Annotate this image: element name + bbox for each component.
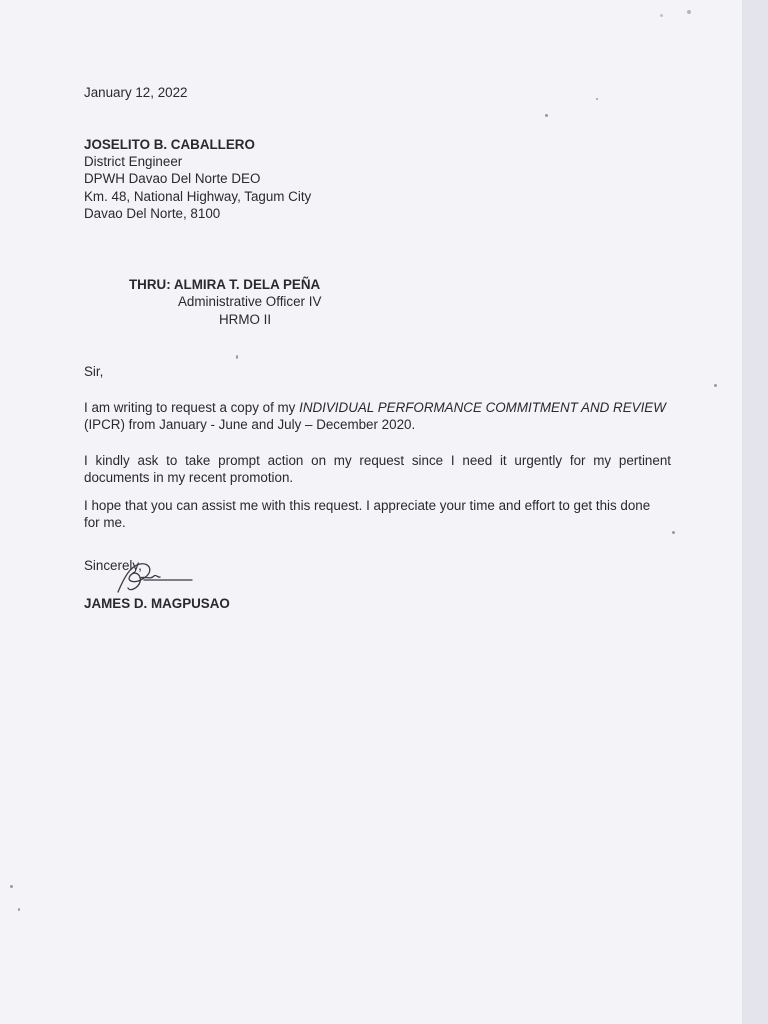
recipient-address-line1: Km. 48, National Highway, Tagum City: [84, 189, 312, 204]
scan-speck: [687, 10, 691, 14]
ipcr-title: INDIVIDUAL PERFORMANCE COMMITMENT AND REVIEW: [299, 400, 666, 415]
handwritten-signature: [100, 558, 196, 598]
thru-title-1: Administrative Officer IV: [178, 294, 322, 309]
scan-speck: [660, 14, 663, 17]
recipient-office: DPWH Davao Del Norte DEO: [84, 171, 261, 186]
scan-speck: [596, 98, 598, 100]
salutation: Sir,: [84, 364, 104, 379]
scan-speck: [18, 908, 20, 911]
paragraph-3-line-1: I hope that you can assist me with this request. I appreciate your time and effort to get this done: [84, 498, 651, 513]
paragraph-3-line-2: for me.: [84, 515, 126, 530]
recipient-address-line2: Davao Del Norte, 8100: [84, 206, 221, 221]
scan-speck: [714, 384, 717, 387]
paragraph-2-line-1: I kindly ask to take prompt action on my request since I need it urgently for my pertinent: [84, 453, 671, 468]
letter-date: January 12, 2022: [84, 85, 188, 100]
paragraph-1-text: I am writing to request a copy of my: [84, 400, 300, 415]
scan-speck: [236, 355, 238, 359]
thru-title-2: HRMO II: [219, 312, 272, 327]
recipient-title: District Engineer: [84, 154, 183, 169]
paragraph-1-line-1: [84, 400, 666, 416]
paragraph-2-line-2: documents in my recent promotion.: [84, 470, 294, 485]
paragraph-1-line-2: (IPCR) from January - June and July – December 2020.: [84, 417, 416, 432]
scan-speck: [545, 114, 548, 117]
thru-line: THRU: ALMIRA T. DELA PEÑA: [129, 277, 321, 292]
scan-speck: [10, 885, 13, 888]
closing: Sincerely,: [84, 558, 142, 573]
scan-speck: [672, 531, 675, 534]
recipient-name: JOSELITO B. CABALLERO: [84, 137, 255, 152]
scan-edge: [742, 0, 768, 1024]
signatory-name: JAMES D. MAGPUSAO: [84, 596, 230, 611]
